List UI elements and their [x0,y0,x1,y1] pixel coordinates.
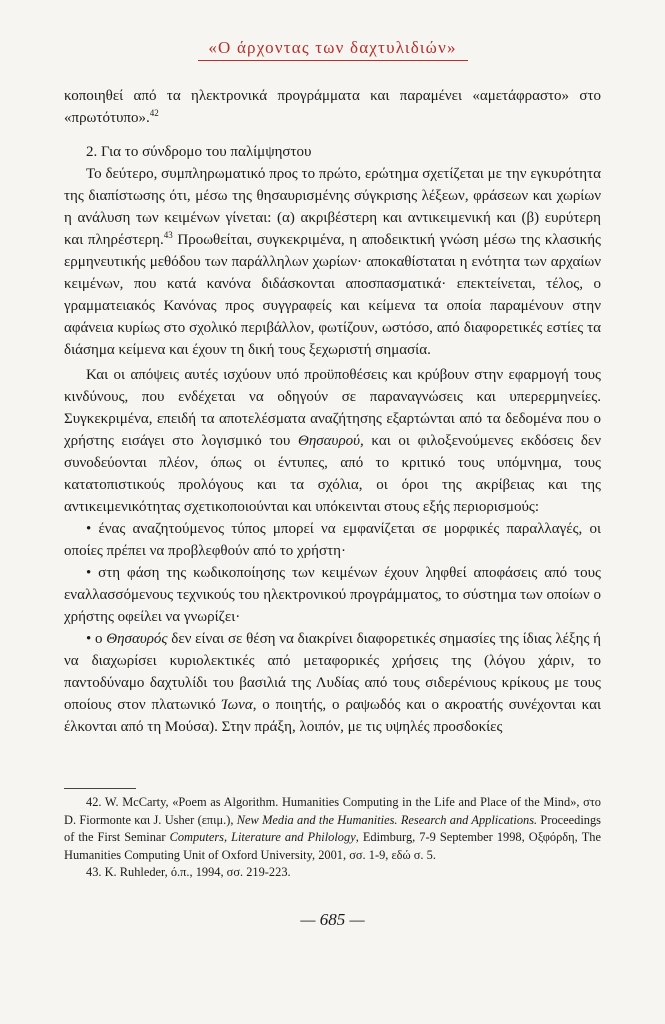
page-number: — 685 — [300,910,365,929]
paragraph-text: Και οι απόψεις αυτές ισχύουν υπό προϋποθέσεις και κρύβουν στην εφαρμογή τους κινδύνους, που ενδέχεται να οδηγούν σε παραναγνώσεις και υπερερμηνείες. Συγκεκριμένα, επειδή τα αποτελέσματα αναζήτησης εξαρτώνται από τα δεδομένα που ο χρήστης εισάγει στο λογισμικό του [64,367,601,449]
paragraph-2 [64,364,601,518]
bullet-item-2: • στη φάση της κωδικοποίησης των κειμένων έχουν ληφθεί αποφάσεις από τους εναλλασσόμενους τεχνικούς του ηλεκτρονικού προγράμματος, το σύστημα των οποίων ο χρήστης οφείλει να γνωρίζει· [64,565,601,625]
footnote-text: Proceedings of the First Seminar [64,812,601,844]
footnotes [64,794,601,882]
paragraph-1 [64,163,601,361]
footnote-italic: Computers, Literature and Philology [169,830,356,844]
italic-term: Θησαυρού [298,433,361,449]
bullet-item-1: • ένας αναζητούμενος τύπος μπορεί να εμφανίζεται σε μορφικές παραλλαγές, οι οποίες πρέπει να προβλεφθούν από το χρήστη· [64,521,601,559]
footnote-43: 43. K. Ruhleder, ό.π., 1994, σσ. 219-223. [86,865,291,879]
footnote-italic: New Media and the Humanities. Research and Applications. [236,812,538,827]
paragraph-text: Το δεύτερο, συμπληρωματικό προς το πρώτο, ερώτημα σχετίζεται με την εγκυρότητα της διαπίστωσης ότι, μέσω της θησαυρισμένης σύγκρισης λέξεων, φράσεων και χωρίων η ανάλυση των κειμένων γίνεται: (α) ακριβέστερη και αντικειμενική και (β) ευρύτερη και πληρέστερη. [64,166,601,248]
paragraph-continuation [64,85,601,129]
main-text [64,85,601,738]
footnote-text: 42. W. McCarty, «Poem as Algorithm. Humanities Computing in the Life and Place of the Mind», στο D. Fiormonte και J. Usher (επιμ.), [64,795,601,827]
footnote-42 [64,794,601,864]
italic-term: Ίωνα [221,697,253,713]
section-heading: 2. Για το σύνδρομο του παλίμψηστου [86,144,312,160]
footnote-rule [64,788,136,789]
paragraph-text: • ο [86,631,107,647]
footnote-text: , Edimburg, 7-9 September 1998, Οξφόρδη, The Humanities Computing Unit of Oxford University, 2001, σσ. 1-9, εδώ σ. 5. [64,830,601,862]
paragraph-text: Προωθείται, συγκεκριμένα, η αποδεικτική γνώση μέσω της κλασικής ερμηνευτικής μεθόδου των παράλληλων χωρίων· αποκαθίσταται η ενότητα των αρχαίων κειμένων, που κατά κανόνα διδάσκονται αποσπασματικά· επεκτείνεται, τέλος, ο γραμματειακός Κανόνας προς συγγραφείς και κείμενα τα οποία παραμένουν στην αφάνεια κυρίως στο σχολικό περιβάλλον, φωτίζουν, ωστόσο, από διαφορετικές εστίες τα διάσημα κείμενα και έχουν τη δική τους ξεχωριστή σημασία. [64,232,601,358]
bullet-item-3 [64,628,601,738]
footnote-ref-43[interactable]: 43 [163,230,173,240]
paragraph-text: κοποιηθεί από τα ηλεκτρονικά προγράμματα και παραμένει «αμετάφραστο» στο «πρωτότυπο». [64,88,601,126]
header-rule [198,60,468,61]
italic-term: Θησαυρός [106,631,168,647]
paragraph-text: , και οι φιλοξενούμενες εκδόσεις δεν συνοδεύονται πλέον, όπως οι έντυπες, από το κριτικό τους υπόμνημα, τους κατατοπιστικούς προλόγους και τα σχόλια, οι όροι της ακρίβειας και της αντικειμενικότητας σχετικοποιούνται και υπόκεινται στους εξής περιορισμούς: [64,433,602,515]
paragraph-text: δεν είναι σε θέση να διακρίνει διαφορετικές σημασίες της ίδιας λέξης ή να διαχωρίσει κυριολεκτικές από μεταφορικές χρήσεις της (λόγου χάριν, το παντοδύναμο δαχτυλίδι του βασιλιά της Λυδίας από τους σιδερένιους κρίκους με τους οποίους στον πλατωνικό [64,631,601,713]
paragraph-text: , ο ποιητής, ο ραψωδός και ο ακροατής συνέχονται και έλκονται από τη Μούσα). Στην πράξη, λοιπόν, με τις υψηλές προσδοκίες [64,697,601,735]
footnote-ref-42[interactable]: 42 [149,108,159,118]
running-header: «Ο άρχοντας των δαχτυλιδιών» [208,38,457,57]
